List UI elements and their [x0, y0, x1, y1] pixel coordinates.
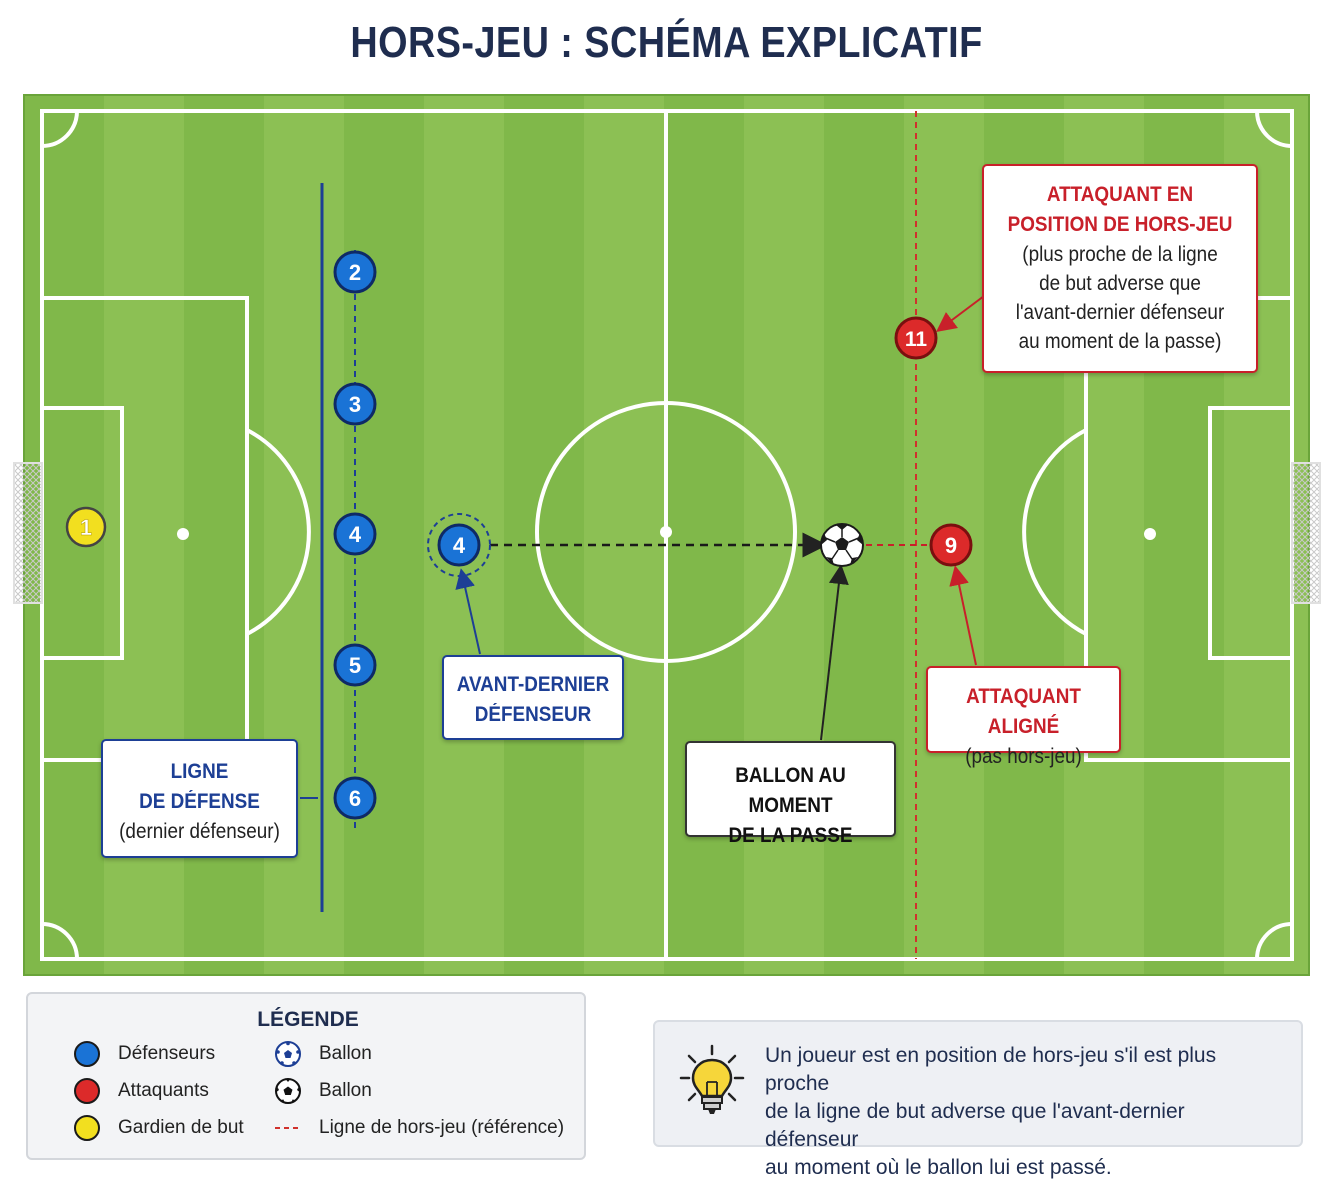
defender-marker: [335, 514, 375, 554]
defense-line-sub: (dernier défenseur): [119, 820, 280, 843]
defender-marker: [335, 384, 375, 424]
info-text: [765, 1042, 1275, 1182]
legend-ball-b-label: Ballon: [319, 1080, 372, 1101]
lightbulb-icon: [677, 1042, 747, 1122]
right-goal: [1292, 463, 1320, 603]
goalkeeper-dot-icon: [74, 1115, 100, 1141]
attacker-offside-number: 11: [904, 328, 928, 351]
defender-number: 4: [348, 522, 362, 547]
defender-number: 5: [348, 653, 362, 678]
legend-offside-line-label: Ligne de hors-jeu (référence): [319, 1117, 565, 1138]
offside-title-1: ATTAQUANT EN: [1046, 183, 1194, 206]
ball-callout-title-1: BALLON AU MOMENT: [735, 764, 846, 817]
info-line-1: Un joueur est en position de hors-jeu s'il est plus proche: [765, 1044, 1217, 1095]
page-title: HORS-JEU : SCHÉMA EXPLICATIF: [350, 18, 983, 67]
defender-marker: [335, 778, 375, 818]
legend-ball-a: [271, 1039, 372, 1069]
legend-goalkeeper: [70, 1113, 244, 1143]
legend-defenders: [70, 1039, 215, 1069]
offside-sub-1: (plus proche de la ligne: [1022, 243, 1218, 266]
attacker-aligned-marker: [931, 525, 971, 565]
dashed-line-icon: [273, 1113, 303, 1143]
legend-panel: [26, 992, 586, 1160]
aligned-sub: (pas hors-jeu): [965, 745, 1082, 768]
aligned-callout: [926, 666, 1121, 768]
goalkeeper-marker: [67, 508, 105, 546]
ball-outline-icon: [273, 1039, 303, 1069]
legend-defenders-label: Défenseurs: [118, 1043, 216, 1064]
attacker-aligned-number: 9: [944, 533, 958, 558]
defender-number: 3: [348, 392, 362, 417]
defender-dot-icon: [74, 1041, 100, 1067]
left-goal: [14, 463, 42, 603]
second-last-callout: [442, 655, 624, 740]
defense-line-title-1: LIGNE: [170, 760, 229, 783]
info-line-2: de la ligne de but adverse que l'avant-dernier défenseur: [765, 1100, 1185, 1151]
legend-ball-b: [271, 1076, 372, 1106]
attacker-offside-marker: [896, 318, 936, 358]
legend-attackers-label: Attaquants: [118, 1080, 209, 1101]
defender-number: 6: [348, 786, 362, 811]
aligned-title: ATTAQUANT ALIGNÉ: [966, 685, 1081, 738]
offside-callout: [982, 164, 1258, 373]
legend-ball-a-label: Ballon: [319, 1043, 372, 1064]
defender-number: 2: [348, 260, 362, 285]
legend-offside-line: [271, 1113, 564, 1143]
defender-marker: [335, 645, 375, 685]
second-last-title-2: DÉFENSEUR: [474, 703, 592, 726]
ball-icon: [821, 524, 863, 566]
soccer-ball-icon: [273, 1076, 303, 1106]
ball-callout-title-2: DE LA PASSE: [728, 824, 853, 847]
defense-line-callout: [101, 739, 298, 858]
offside-title-2: POSITION DE HORS-JEU: [1007, 213, 1233, 236]
legend-title: LÉGENDE: [257, 1008, 359, 1031]
legend-goalkeeper-label: Gardien de but: [118, 1117, 244, 1138]
goalkeeper-number: 1: [79, 515, 93, 540]
legend-attackers: [70, 1076, 209, 1106]
info-line-3: au moment où le ballon lui est passé.: [765, 1156, 1112, 1179]
info-panel: [653, 1020, 1303, 1179]
second-last-title-1: AVANT-DERNIER: [456, 673, 610, 696]
offside-sub-4: au moment de la passe): [1018, 330, 1222, 353]
defender-marker: [335, 252, 375, 292]
second-last-number: 4: [452, 533, 466, 558]
offside-sub-2: de but adverse que: [1039, 272, 1201, 295]
offside-sub-3: l'avant-dernier défenseur: [1015, 301, 1225, 324]
ball-callout: [685, 741, 896, 847]
attacker-dot-icon: [74, 1078, 100, 1104]
defense-line-title-2: DE DÉFENSE: [139, 790, 260, 813]
